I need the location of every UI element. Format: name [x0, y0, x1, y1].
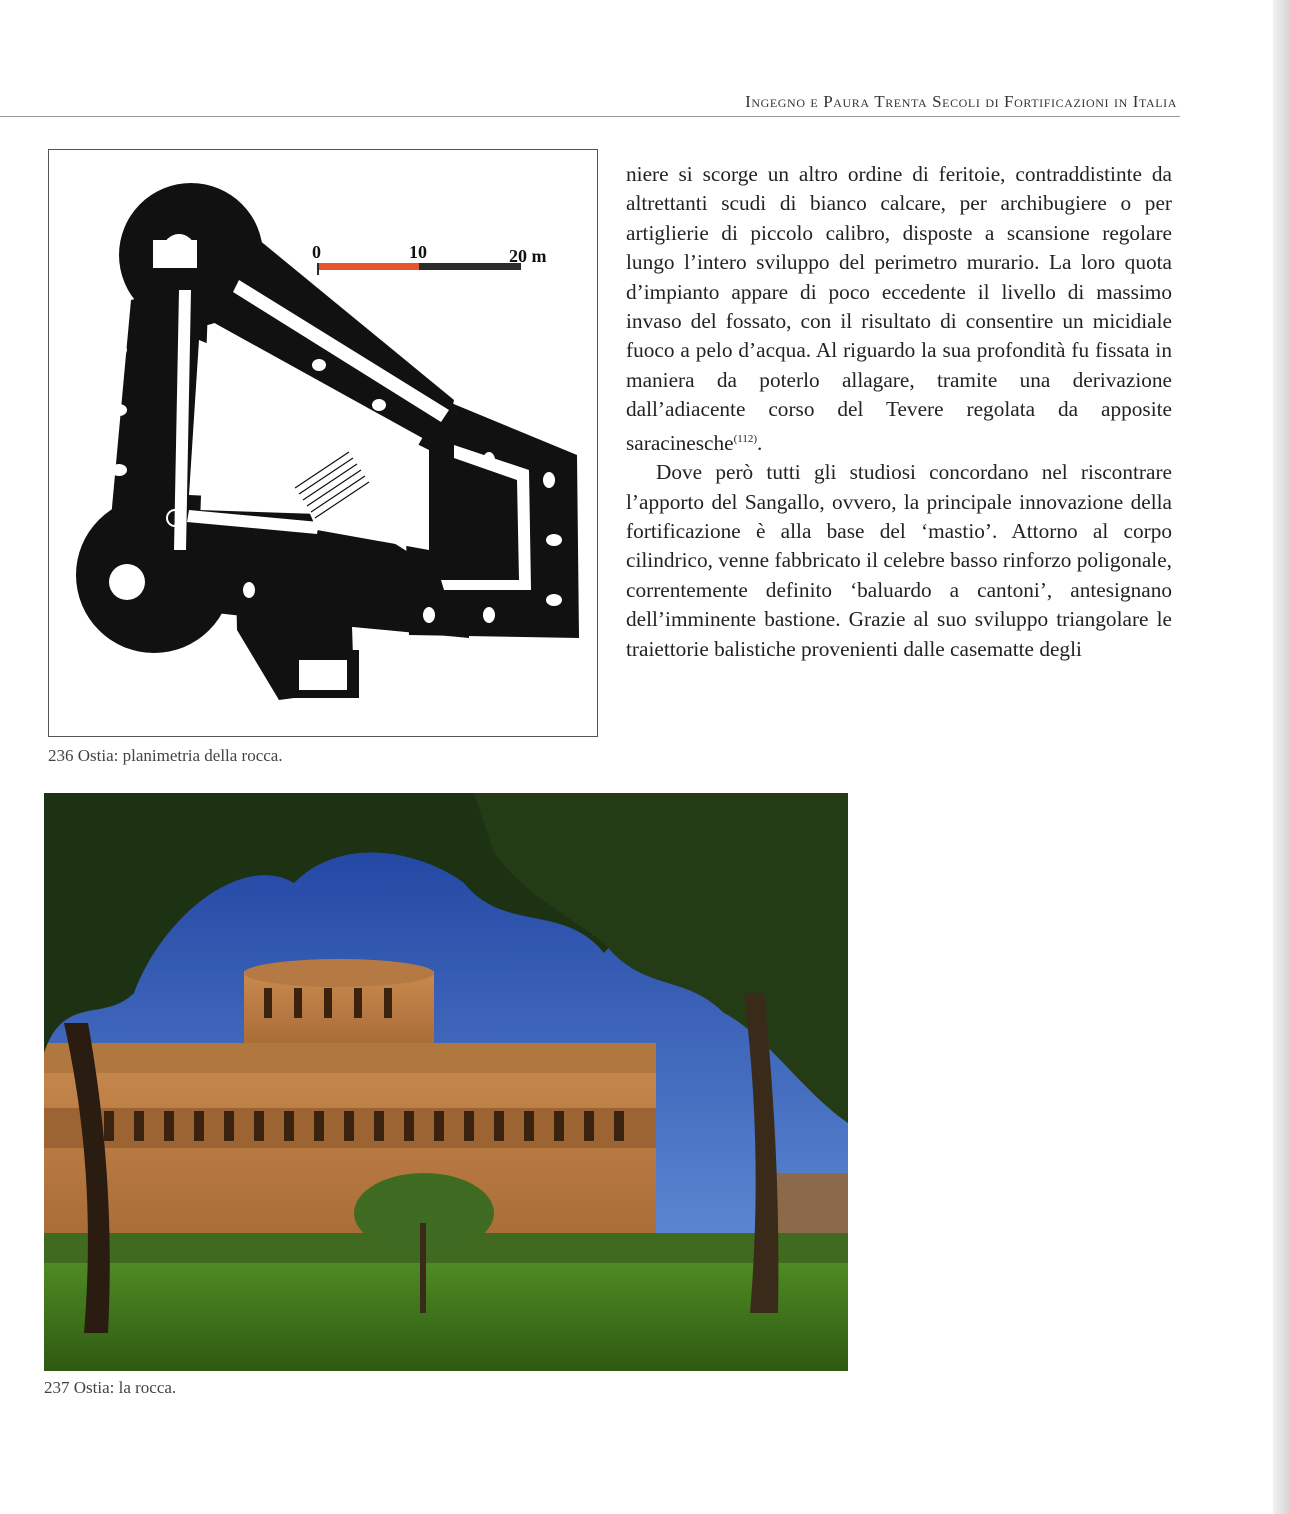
- header-rule: [0, 116, 1180, 117]
- paragraph-1-end: .: [757, 430, 763, 455]
- page-edge: [1273, 0, 1289, 1514]
- rocca-photograph: [44, 793, 848, 1371]
- floor-plan-drawing: [49, 150, 598, 737]
- figure-236-caption: 236 Ostia: planimetria della rocca.: [48, 746, 283, 765]
- scale-bar-dark: [419, 263, 521, 270]
- scale-label-20m: 20 m: [509, 246, 547, 266]
- floor-plan-figure: [48, 149, 598, 737]
- paragraph-1-text: niere si scorge un altro ordine di feritoie, contraddistinte da altrettanti scudi di bianco calcare, per archibugiere o per artiglierie di piccolo calibro, disposte a scansione regolare lungo l’intero sviluppo del perimetro murario. La loro quota d’impianto appare di poco eccedente il livello di massimo invaso del fossato, con il risultato di consentire un micidiale fuoco a pelo d’acqua. Al riguardo la sua profondità fu fissata in maniera da poterlo allagare, tramite una derivazione dall’adiacente corso del Tevere regolata da apposite saracinesche: [626, 162, 1172, 455]
- scale-bar-red: [317, 263, 419, 270]
- scale-label-10: 10: [409, 242, 427, 262]
- scale-label-0: 0: [312, 242, 321, 262]
- running-head: Ingegno e Paura Trenta Secoli di Fortificazioni in Italia: [745, 92, 1177, 111]
- paragraph-1: [626, 160, 1172, 458]
- body-text: [626, 160, 1172, 664]
- paragraph-2: Dove però tutti gli studiosi concordano nel riscontrare l’apporto del Sangallo, ovvero, la principale innovazione della fortificazione è alla base del ‘mastio’. Attorno al corpo cilindrico, venne fabbricato il celebre basso rinforzo poligonale, correntemente definito ‘baluardo a cantoni’, antesignano dell’imminente bastione. Grazie al suo sviluppo triangolare le traiettorie balistiche provenienti dalle casematte degli: [626, 460, 1172, 661]
- footnote-ref: (112): [733, 432, 758, 445]
- rocca-photo-drawing: [44, 793, 848, 1371]
- figure-237-caption: 237 Ostia: la rocca.: [44, 1378, 177, 1397]
